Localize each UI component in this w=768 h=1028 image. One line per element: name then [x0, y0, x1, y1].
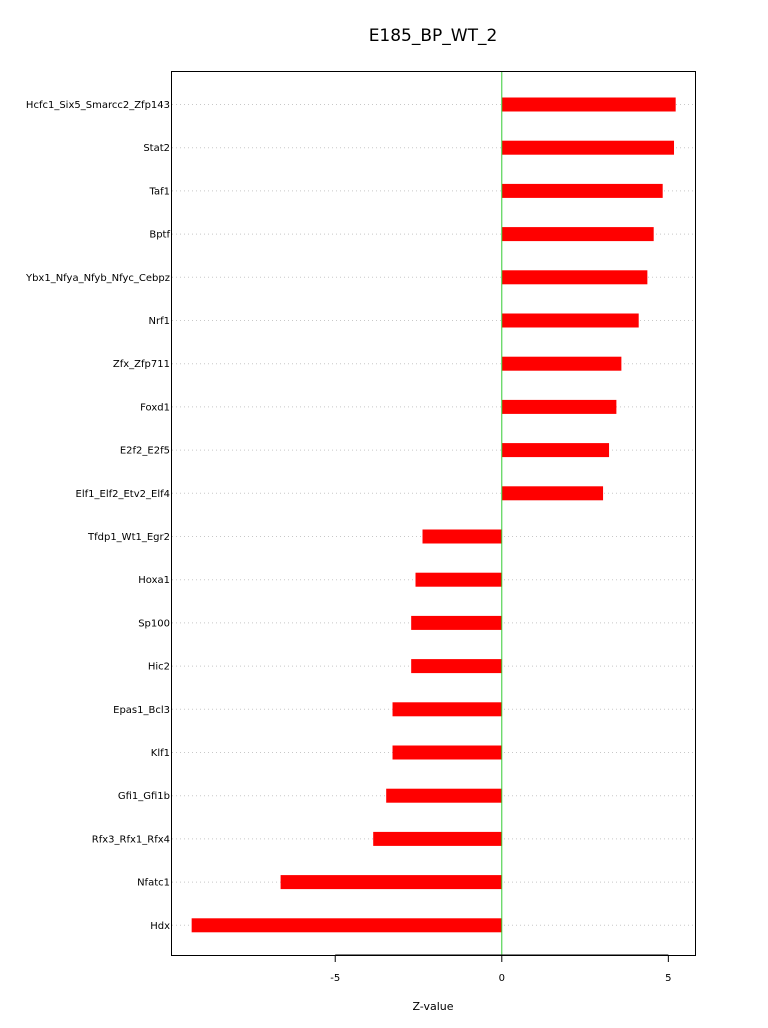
x-axis-ticks	[330, 955, 671, 984]
bar	[502, 141, 674, 155]
category-label: Sp100	[138, 618, 170, 630]
bar	[502, 486, 603, 500]
bar	[502, 270, 648, 284]
bar	[281, 875, 502, 889]
chart-title: E185_BP_WT_2	[368, 26, 498, 46]
bar	[192, 918, 502, 932]
category-label: Elf1_Elf2_Etv2_Elf4	[75, 488, 170, 500]
bar	[411, 659, 502, 673]
category-label: E2f2_E2f5	[119, 445, 170, 457]
category-label: Nfatc1	[137, 877, 170, 889]
plot-frame	[172, 72, 696, 956]
category-label: Hdx	[150, 920, 170, 932]
bar	[416, 573, 502, 587]
category-label: Bptf	[149, 229, 170, 241]
category-label: Ybx1_Nfya_Nfyb_Nfyc_Cebpz	[25, 272, 170, 284]
bar	[393, 746, 502, 760]
x-tick-label: 0	[498, 973, 505, 984]
category-label: Tfdp1_Wt1_Egr2	[88, 532, 170, 543]
bar	[502, 314, 639, 328]
x-tick-label: 5	[665, 973, 672, 984]
category-label: Hic2	[147, 661, 170, 673]
category-label: Foxd1	[140, 402, 170, 414]
bar	[411, 616, 502, 630]
bar	[502, 184, 663, 198]
category-label: Nrf1	[148, 316, 170, 327]
category-label: Rfx3_Rfx1_Rfx4	[91, 834, 170, 846]
category-label: Epas1_Bcl3	[113, 704, 170, 716]
category-labels	[25, 100, 171, 932]
category-label: Hcfc1_Six5_Smarcc2_Zfp143	[25, 100, 170, 111]
category-label: Taf1	[149, 186, 170, 198]
bar	[502, 357, 622, 371]
bar	[502, 400, 617, 414]
category-label: Zfx_Zfp711	[112, 359, 170, 371]
bar	[423, 530, 502, 544]
x-axis-label: Z-value	[412, 1000, 454, 1013]
bar	[386, 789, 502, 803]
category-label: Stat2	[143, 143, 170, 155]
bar	[502, 227, 654, 241]
category-label: Klf1	[150, 748, 170, 759]
bar	[393, 702, 502, 716]
bar	[502, 98, 676, 112]
bar	[373, 832, 502, 846]
x-tick-label: -5	[330, 973, 341, 984]
bar	[502, 443, 609, 457]
bars	[192, 98, 676, 933]
category-label: Gfi1_Gfi1b	[117, 791, 170, 803]
category-label: Hoxa1	[138, 575, 170, 587]
